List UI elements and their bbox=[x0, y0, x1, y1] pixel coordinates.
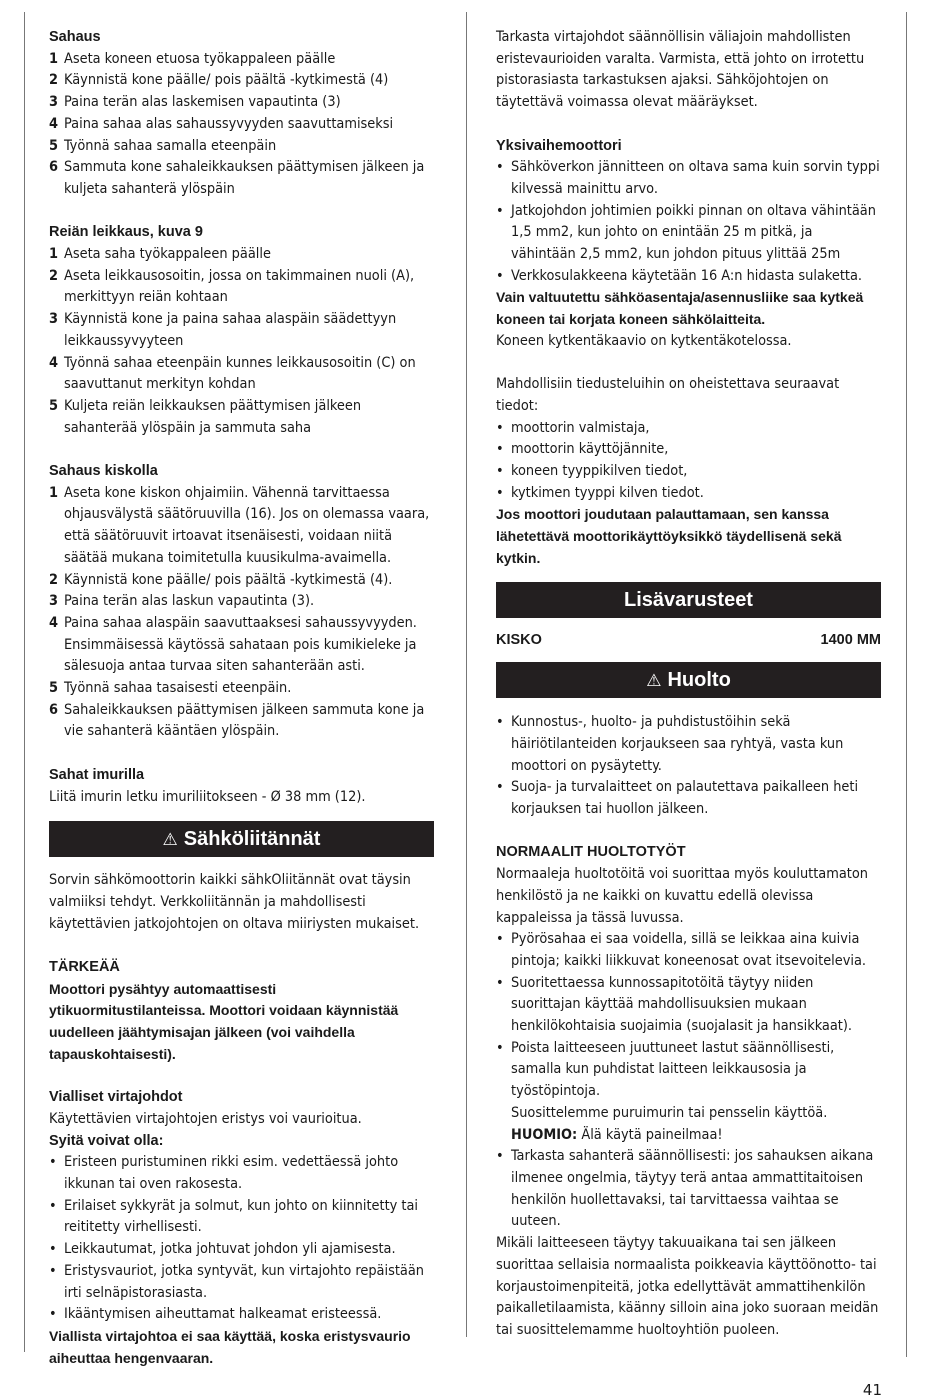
huomio-note bbox=[496, 1125, 881, 1147]
list-item: 4 Työnnä sahaa eteenpäin kunnes leikkausosoitin (C) on saavuttanut merkityn kohdan bbox=[49, 354, 416, 393]
causes-heading: Syitä voivat olla: bbox=[49, 1132, 164, 1149]
list-item: 6 Sammuta kone sahaleikkauksen päättymisen jälkeen ja kuljeta sahanterä ylöspäin bbox=[49, 159, 425, 197]
list-item: • Sähköverkon jännitteen on oltava sama kuin sorvin typpi kilvessä mainittu arvo. bbox=[496, 157, 881, 200]
paragraph-imuri: Liitä imurin letku imuriliitokseen - Ø 38 mm (12). bbox=[49, 788, 366, 805]
bullets-vialliset bbox=[49, 1152, 434, 1326]
list-item: 1 Aseta koneen etuosa työkappaleen päälle bbox=[49, 50, 336, 67]
column-divider bbox=[466, 12, 467, 1337]
accessory-name: KISKO bbox=[496, 631, 542, 648]
left-column bbox=[49, 27, 434, 1369]
list-item: • Ikääntymisen aiheuttamat halkeamat eristeessä. bbox=[49, 1304, 434, 1326]
list-item: • Poista laitteeseen juuttuneet lastut säännöllisesti, samalla kun puhdistat laitteen leikkausosia ja työstöpintoja. bbox=[496, 1038, 881, 1103]
list-item: 2 Aseta leikkausosoitin, jossa on takimmainen nuoli (A), merkittyyn reiän kohtaan bbox=[49, 267, 415, 306]
steps-reian-leikkaus bbox=[49, 244, 434, 439]
list-item: • Leikkautumat, jotka johtuvat johdon yli ajamisesta. bbox=[49, 1239, 434, 1261]
bullets-huolto bbox=[496, 712, 881, 821]
warning-triangle-icon: ⚠ bbox=[646, 671, 662, 692]
list-item: • Suoritettaessa kunnossapitotöitä täytyy niiden suorittajan käyttää mahdollisuuksien mukaan henkilökohtaisia suojaimia (suojalasit ja hansikkaat). bbox=[496, 973, 881, 1038]
paragraph-tiedustelu: Mahdollisiin tiedusteluihin on oheistettava seuraavat tiedot: bbox=[496, 376, 840, 414]
section-heading-yksivaihemoottori: Yksivaihemoottori bbox=[496, 137, 622, 154]
section-heading-reian-leikkaus: Reiän leikkaus, kuva 9 bbox=[49, 224, 203, 241]
section-heading-sahaus-kiskolla: Sahaus kiskolla bbox=[49, 463, 158, 480]
important-text: Moottori pysähtyy automaattisesti ytikuormitustilanteissa. Moottori voidaan käynnistää uudelleen jäähtymisajan jälkeen (voi vaihdella tapauskohtaisesti). bbox=[49, 980, 399, 1062]
right-column bbox=[496, 27, 881, 1342]
list-item: 6 Sahaleikkauksen päättymisen jälkeen sammuta kone ja vie sahanterä kääntäen ylöspäin. bbox=[49, 701, 425, 740]
list-item: • moottorin valmistaja, bbox=[496, 418, 881, 440]
bold-note-yksivaihe: Vain valtuutettu sähköasentaja/asennusliike saa kytkeä koneen tai korjata koneen sähkölaitteita. bbox=[496, 289, 864, 328]
accessory-value: 1400 MM bbox=[820, 631, 881, 648]
section-heading-sahaus: Sahaus bbox=[49, 29, 101, 45]
list-item: 5 Kuljeta reiän leikkauksen päättymisen jälkeen sahanterää ylöspäin ja sammuta saha bbox=[49, 397, 362, 436]
list-item: • kytkimen tyyppi kilven tiedot. bbox=[496, 483, 881, 505]
paragraph-tarkasta: Tarkasta virtajohdot säännöllisin väliajoin mahdollisten eristevaurioiden varalta. Varmista, että johto on irrotettu pistorasiasta tarkastuksen ajaksi. Sähköjohtojen on täytettävä voimassa olevat määräykset. bbox=[496, 29, 865, 111]
list-item: • Verkkosulakkeena käytetään 16 A:n hidasta sulaketta. bbox=[496, 266, 881, 288]
paragraph-vialliset: Käytettävien virtajohtojen eristys voi vaurioitua. bbox=[49, 1110, 362, 1127]
warning-triangle-icon: ⚠ bbox=[162, 830, 178, 851]
list-item: • Tarkasta sahanterä säännöllisesti: jos sahauksen aikana ilmenee ongelmia, täytyy terä antaa ammattitaitoisen henkilön huollettavaksi, tai tarvittaessa vaihtaa se uuteen. bbox=[496, 1146, 881, 1233]
list-item: • Jatkojohdon johtimien poikki pinnan on oltava vähintään 1,5 mm2, kun johto on enintään 25 m pitkä, ja vähintään 2,5 mm2, kun johdon pituus ylittää 25m bbox=[496, 201, 881, 266]
list-item: • Erilaiset sykkyrät ja solmut, kun johto on kiinnitetty tai reititetty virhellisesti. bbox=[49, 1196, 434, 1239]
accessory-row bbox=[496, 630, 881, 652]
list-item: 5 Työnnä sahaa tasaisesti eteenpäin. bbox=[49, 680, 292, 697]
list-item: • Suoja- ja turvalaitteet on palautettava paikalleen heti korjauksen tai huollon jälkeen. bbox=[496, 777, 881, 820]
list-item: • moottorin käyttöjännite, bbox=[496, 439, 881, 461]
steps-sahaus bbox=[49, 49, 434, 201]
paragraph-suosittelemme: Suosittelemme puruimurin tai pensselin käyttöä. bbox=[511, 1104, 828, 1121]
list-item: • Eristeen puristuminen rikki esim. vedettäessä johto ikkunan tai oven rakosesta. bbox=[49, 1152, 434, 1195]
list-item: 1 Aseta kone kiskon ohjaimiin. Vähennä tarvittaessa ohjausvälystä säätöruuvilla (16). Jos on olemassa vaara, että säätöruuvit irtoavat itsenäisesti, voidaan niitä säätää mukana toimitetulla kuusikulma-avaimella. bbox=[49, 484, 430, 566]
bold-note-tiedustelu: Jos moottori joudutaan palauttamaan, sen kanssa lähetettävä moottorikäyttöyksikkö täydellisenä sekä kytkin. bbox=[496, 506, 842, 566]
bullets-yksivaihe bbox=[496, 157, 881, 287]
bullets-normaalit bbox=[496, 929, 881, 1103]
paragraph-kytkentakaavio: Koneen kytkentäkaavio on kytkentäkotelossa. bbox=[496, 332, 792, 349]
left-margin-rule bbox=[24, 12, 25, 1352]
huomio-label: HUOMIO: bbox=[511, 1126, 578, 1143]
section-banner-sahkoliitannat: ⚠ Sähköliitännät bbox=[49, 821, 434, 857]
paragraph-normaalit: Normaaleja huoltotöitä voi suorittaa myös kouluttamaton henkilöstö ja ne kaikki on kuvattu edellä olevissa kappaleissa ja tässä luvussa. bbox=[496, 866, 868, 926]
list-item: 4 Paina sahaa alaspäin saavuttaaksesi sahaussyvyyden. Ensimmäisessä käytössä sahataan pois kumikieleke ja sälesuoja antaa turvaa siten sahanterään asti. bbox=[49, 614, 417, 675]
list-item: 5 Työnnä sahaa samalla eteenpäin bbox=[49, 137, 277, 154]
list-item: • koneen tyyppikilven tiedot, bbox=[496, 461, 881, 483]
important-heading: TÄRKEÄÄ bbox=[49, 959, 120, 976]
right-margin-rule bbox=[906, 12, 907, 1357]
list-item: • Kunnostus-, huolto- ja puhdistustöihin sekä häiriötilanteiden korjaukseen saa ryhtyä, vasta kun moottori on pysäytetty. bbox=[496, 712, 881, 777]
page-number: 41 bbox=[862, 1381, 882, 1399]
list-item: • Eristysvauriot, jotka syntyvät, kun virtajohto repäistään irti selnäpistorasiasta. bbox=[49, 1261, 434, 1304]
paragraph-final: Mikäli laitteeseen täytyy takuuaikana tai sen jälkeen suorittaa sellaisia normaalista poikkeavia käyttöönotto- tai korjaustoimenpiteitä, jotka edellyttävät ammattihenkilön paikalletilaamista, käänny silloin aina joko suoraan meidän tai suosittelemamme huoltoyhtiön puoleen. bbox=[496, 1235, 879, 1338]
section-heading-sahat-imurilla: Sahat imurilla bbox=[49, 766, 145, 783]
list-item: 3 Paina terän alas laskemisen vapautinta (3) bbox=[49, 94, 341, 111]
warning-text-vialliset: Viallista virtajohtoa ei saa käyttää, koska eristysvaurio aiheuttaa hengenvaaran. bbox=[49, 1328, 411, 1366]
list-item: 2 Käynnistä kone päälle/ pois päältä -kytkimestä (4) bbox=[49, 72, 389, 89]
list-item: • Pyörösahaa ei saa voidella, sillä se leikkaa aina kuivia pintoja; kaikki liikkuvat koneenosat ovat itsevoitelevia. bbox=[496, 929, 881, 972]
list-item: 2 Käynnistä kone päälle/ pois päältä -kytkimestä (4). bbox=[49, 571, 393, 588]
section-heading-vialliset: Vialliset virtajohdot bbox=[49, 1089, 183, 1106]
bullets-tiedustelu bbox=[496, 418, 881, 505]
list-item: 4 Paina sahaa alas sahaussyvyyden saavuttamiseksi bbox=[49, 115, 394, 132]
bullets-normaalit-last bbox=[496, 1146, 881, 1233]
list-item: 3 Käynnistä kone ja paina sahaa alaspäin säädettyyn leikkaussyvyyteen bbox=[49, 311, 397, 349]
steps-sahaus-kiskolla bbox=[49, 483, 434, 743]
huomio-text: Älä käytä paineilmaa! bbox=[577, 1126, 723, 1143]
section-banner-lisavarusteet: Lisävarusteet bbox=[496, 582, 881, 618]
paragraph-sahko-intro: Sorvin sähkömoottorin kaikki sähkOliitännät ovat täysin valmiiksi tehdyt. Verkkoliitännän ja mahdollisesti käytettävien jatkojohtojen on oltava miiriysten mukaiset. bbox=[49, 872, 420, 932]
section-banner-huolto: ⚠ Huolto bbox=[496, 662, 881, 698]
list-item: 1 Aseta saha työkappaleen päälle bbox=[49, 246, 271, 263]
list-item: 3 Paina terän alas laskun vapautinta (3). bbox=[49, 593, 315, 610]
section-heading-normaalit: NORMAALIT HUOLTOTYÖT bbox=[496, 844, 686, 861]
